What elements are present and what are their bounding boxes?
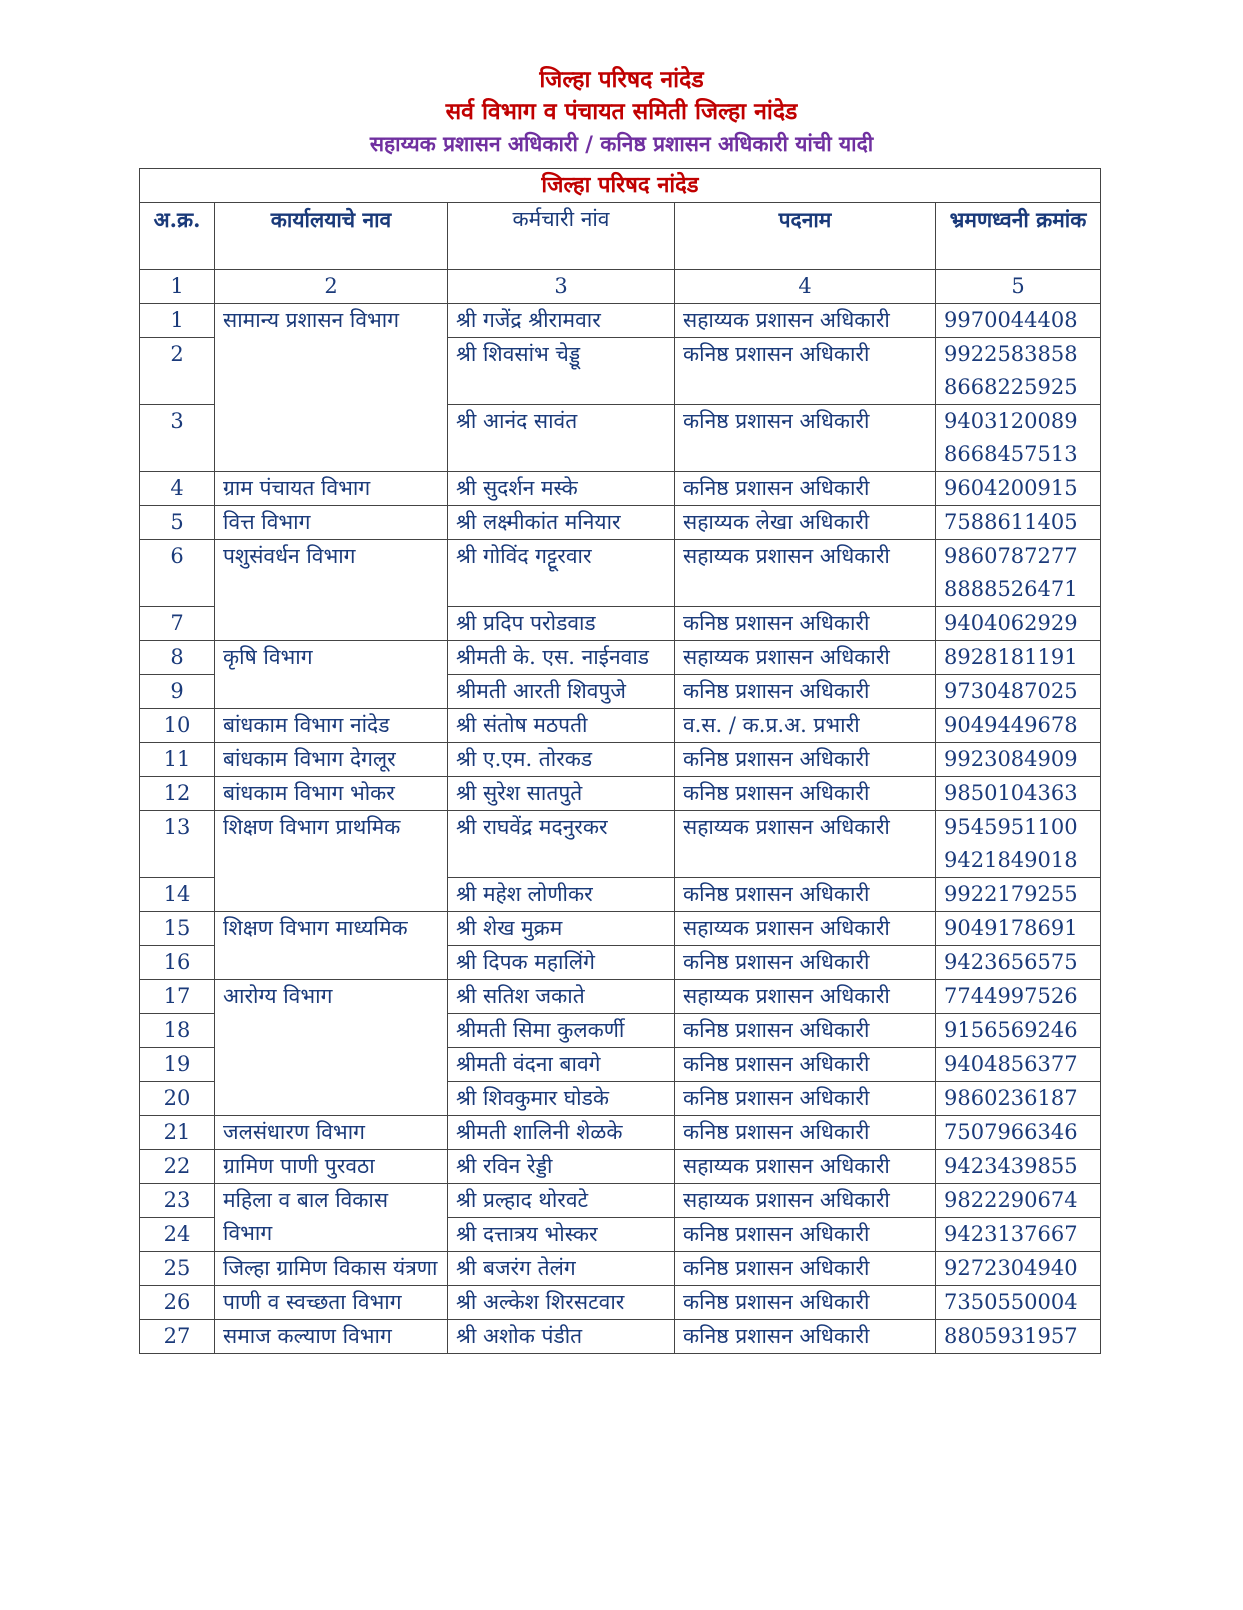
- phone-number: 9922583858: [944, 342, 1078, 366]
- serial-number: 5: [140, 506, 215, 540]
- designation: कनिष्ठ प्रशासन अधिकारी: [675, 1320, 936, 1354]
- office-name-line: महिला व बाल विकास: [223, 1188, 389, 1212]
- designation: सहाय्यक प्रशासन अधिकारी: [675, 1184, 936, 1218]
- table-row: [140, 743, 1101, 777]
- office-name: वित्त विभाग: [215, 506, 448, 540]
- title-departments: सर्व विभाग व पंचायत समिती जिल्हा नांदेड: [445, 98, 798, 125]
- phone-number: 7588611405: [944, 510, 1078, 534]
- table-row: [140, 912, 1101, 946]
- mobile-number: [936, 946, 1101, 980]
- designation: कनिष्ठ प्रशासन अधिकारी: [675, 1286, 936, 1320]
- serial-number: 17: [140, 980, 215, 1014]
- mobile-number: [936, 1116, 1101, 1150]
- table-row: [140, 777, 1101, 811]
- designation: कनिष्ठ प्रशासन अधिकारी: [675, 878, 936, 912]
- designation: सहाय्यक प्रशासन अधिकारी: [675, 811, 936, 878]
- serial-number: 24: [140, 1218, 215, 1252]
- designation: कनिष्ठ प्रशासन अधिकारी: [675, 1252, 936, 1286]
- mobile-number: [936, 1082, 1101, 1116]
- header-designation: पदनाम: [675, 203, 936, 270]
- mobile-number: [936, 878, 1101, 912]
- employee-name: श्री ए.एम. तोरकड: [448, 743, 675, 777]
- phone-number: 9049449678: [944, 713, 1078, 737]
- employee-name: श्री दत्तात्रय भोस्कर: [448, 1218, 675, 1252]
- phone-number: 9156569246: [944, 1018, 1078, 1042]
- office-name: जिल्हा ग्रामिण विकास यंत्रणा: [215, 1252, 448, 1286]
- phone-number: 9730487025: [944, 679, 1078, 703]
- designation: सहाय्यक प्रशासन अधिकारी: [675, 912, 936, 946]
- phone-number: 8805931957: [944, 1324, 1078, 1348]
- mobile-number: [936, 506, 1101, 540]
- mobile-number: [936, 338, 1101, 405]
- office-name: बांधकाम विभाग भोकर: [215, 777, 448, 811]
- employee-name: श्री दिपक महालिंगे: [448, 946, 675, 980]
- office-name: शिक्षण विभाग प्राथमिक: [215, 811, 448, 912]
- table-row: [140, 1252, 1101, 1286]
- office-name: शिक्षण विभाग माध्यमिक: [215, 912, 448, 980]
- phone-number: 9545951100: [944, 815, 1078, 839]
- office-name: पाणी व स्वच्छता विभाग: [215, 1286, 448, 1320]
- phone-number: 9049178691: [944, 916, 1078, 940]
- designation: कनिष्ठ प्रशासन अधिकारी: [675, 743, 936, 777]
- phone-number: 7507966346: [944, 1120, 1078, 1144]
- mobile-number: [936, 1252, 1101, 1286]
- header-office: कार्यालयाचे नाव: [215, 203, 448, 270]
- column-number: 2: [215, 270, 448, 304]
- serial-number: 9: [140, 675, 215, 709]
- employee-name: श्रीमती सिमा कुलकर्णी: [448, 1014, 675, 1048]
- mobile-number: [936, 405, 1101, 472]
- designation: सहाय्यक प्रशासन अधिकारी: [675, 980, 936, 1014]
- document-titles: [0, 64, 1243, 160]
- table-row: [140, 980, 1101, 1014]
- phone-number: 8668225925: [944, 375, 1078, 399]
- mobile-number: [936, 1184, 1101, 1218]
- table-row: [140, 304, 1101, 338]
- phone-number: 9604200915: [944, 476, 1078, 500]
- phone-number: 9970044408: [944, 308, 1078, 332]
- phone-number: 8668457513: [944, 442, 1078, 466]
- employee-name: श्री राघवेंद्र मदनुरकर: [448, 811, 675, 878]
- table-row: [140, 1184, 1101, 1218]
- column-number: 1: [140, 270, 215, 304]
- phone-number: 9423439855: [944, 1154, 1078, 1178]
- designation: कनिष्ठ प्रशासन अधिकारी: [675, 338, 936, 405]
- phone-number: 8928181191: [944, 645, 1078, 669]
- mobile-number: [936, 1320, 1101, 1354]
- mobile-number: [936, 1014, 1101, 1048]
- mobile-number: [936, 1150, 1101, 1184]
- office-name: ग्रामिण पाणी पुरवठा: [215, 1150, 448, 1184]
- designation: कनिष्ठ प्रशासन अधिकारी: [675, 777, 936, 811]
- serial-number: 14: [140, 878, 215, 912]
- serial-number: 27: [140, 1320, 215, 1354]
- mobile-number: [936, 912, 1101, 946]
- employee-name: श्रीमती आरती शिवपुजे: [448, 675, 675, 709]
- designation: कनिष्ठ प्रशासन अधिकारी: [675, 1082, 936, 1116]
- header-mobile: भ्रमणध्वनी क्रमांक: [936, 203, 1101, 270]
- mobile-number: [936, 1048, 1101, 1082]
- serial-number: 25: [140, 1252, 215, 1286]
- serial-number: 23: [140, 1184, 215, 1218]
- office-name: जलसंधारण विभाग: [215, 1116, 448, 1150]
- phone-number: 9922179255: [944, 882, 1078, 906]
- mobile-number: [936, 777, 1101, 811]
- designation: सहाय्यक प्रशासन अधिकारी: [675, 1150, 936, 1184]
- designation: कनिष्ठ प्रशासन अधिकारी: [675, 946, 936, 980]
- serial-number: 10: [140, 709, 215, 743]
- employee-name: श्री सतिश जकाते: [448, 980, 675, 1014]
- mobile-number: [936, 1218, 1101, 1252]
- office-name: कृषि विभाग: [215, 641, 448, 709]
- serial-number: 13: [140, 811, 215, 878]
- employee-name: श्री संतोष मठपती: [448, 709, 675, 743]
- table-row: [140, 506, 1101, 540]
- table-body: [140, 304, 1101, 1354]
- phone-number: 9850104363: [944, 781, 1078, 805]
- mobile-number: [936, 1286, 1101, 1320]
- serial-number: 2: [140, 338, 215, 405]
- phone-number: 9404856377: [944, 1052, 1078, 1076]
- header-row: [140, 203, 1101, 270]
- serial-number: 3: [140, 405, 215, 472]
- mobile-number: [936, 709, 1101, 743]
- phone-number: 9822290674: [944, 1188, 1078, 1212]
- designation: सहाय्यक प्रशासन अधिकारी: [675, 641, 936, 675]
- table-row: [140, 1150, 1101, 1184]
- employee-name: श्री अशोक पंडीत: [448, 1320, 675, 1354]
- office-name: पशुसंवर्धन विभाग: [215, 540, 448, 641]
- designation: सहाय्यक प्रशासन अधिकारी: [675, 540, 936, 607]
- office-name: [215, 1184, 448, 1252]
- mobile-number: [936, 980, 1101, 1014]
- designation: कनिष्ठ प्रशासन अधिकारी: [675, 405, 936, 472]
- table-row: [140, 1286, 1101, 1320]
- employee-name: श्री प्रदिप परोडवाड: [448, 607, 675, 641]
- serial-number: 11: [140, 743, 215, 777]
- designation: सहाय्यक लेखा अधिकारी: [675, 506, 936, 540]
- column-number: 4: [675, 270, 936, 304]
- header-serial: अ.क्र.: [140, 203, 215, 270]
- mobile-number: [936, 607, 1101, 641]
- phone-number: 7350550004: [944, 1290, 1078, 1314]
- phone-number: 9860787277: [944, 544, 1078, 568]
- employee-name: श्रीमती वंदना बावगे: [448, 1048, 675, 1082]
- employee-name: श्री बजरंग तेलंग: [448, 1252, 675, 1286]
- phone-number: 9421849018: [944, 848, 1078, 872]
- serial-number: 20: [140, 1082, 215, 1116]
- designation: कनिष्ठ प्रशासन अधिकारी: [675, 607, 936, 641]
- serial-number: 7: [140, 607, 215, 641]
- title-list-heading: सहाय्यक प्रशासन अधिकारी / कनिष्ठ प्रशासन अधिकारी यांची यादी: [369, 131, 874, 156]
- officers-table: [139, 168, 1101, 1354]
- table-row: [140, 1320, 1101, 1354]
- employee-name: श्री सुदर्शन मस्के: [448, 472, 675, 506]
- employee-name: श्री प्रल्हाद थोरवटे: [448, 1184, 675, 1218]
- column-number: 5: [936, 270, 1101, 304]
- designation: कनिष्ठ प्रशासन अधिकारी: [675, 1014, 936, 1048]
- serial-number: 4: [140, 472, 215, 506]
- designation: कनिष्ठ प्रशासन अधिकारी: [675, 1218, 936, 1252]
- mobile-number: [936, 675, 1101, 709]
- employee-name: श्री गजेंद्र श्रीरामवार: [448, 304, 675, 338]
- serial-number: 18: [140, 1014, 215, 1048]
- employee-name: श्री अल्केश शिरसटवार: [448, 1286, 675, 1320]
- employee-name: श्री सुरेश सातपुते: [448, 777, 675, 811]
- table-banner: जिल्हा परिषद नांदेड: [140, 169, 1101, 203]
- serial-number: 21: [140, 1116, 215, 1150]
- serial-number: 12: [140, 777, 215, 811]
- office-name-line: विभाग: [223, 1221, 273, 1245]
- office-name: समाज कल्याण विभाग: [215, 1320, 448, 1354]
- serial-number: 8: [140, 641, 215, 675]
- phone-number: 9860236187: [944, 1086, 1078, 1110]
- mobile-number: [936, 472, 1101, 506]
- office-name: आरोग्य विभाग: [215, 980, 448, 1116]
- employee-name: श्री शेख मुक्रम: [448, 912, 675, 946]
- phone-number: 9423137667: [944, 1222, 1078, 1246]
- office-name: बांधकाम विभाग नांदेड: [215, 709, 448, 743]
- table-row: [140, 709, 1101, 743]
- header-employee: कर्मचारी नांव: [448, 203, 675, 270]
- serial-number: 19: [140, 1048, 215, 1082]
- designation: कनिष्ठ प्रशासन अधिकारी: [675, 675, 936, 709]
- phone-number: 8888526471: [944, 577, 1078, 601]
- employee-name: श्रीमती के. एस. नाईनवाड: [448, 641, 675, 675]
- office-name: बांधकाम विभाग देगलूर: [215, 743, 448, 777]
- employee-name: श्री रविन रेड्डी: [448, 1150, 675, 1184]
- phone-number: 7744997526: [944, 984, 1078, 1008]
- mobile-number: [936, 540, 1101, 607]
- phone-number: 9923084909: [944, 747, 1078, 771]
- title-district-council: जिल्हा परिषद नांदेड: [539, 66, 704, 93]
- table-row: [140, 472, 1101, 506]
- employee-name: श्री शिवसांभ चेड्डू: [448, 338, 675, 405]
- designation: कनिष्ठ प्रशासन अधिकारी: [675, 1116, 936, 1150]
- serial-number: 6: [140, 540, 215, 607]
- employee-name: श्रीमती शालिनी शेळके: [448, 1116, 675, 1150]
- table-row: [140, 540, 1101, 607]
- employee-name: श्री लक्ष्मीकांत मनियार: [448, 506, 675, 540]
- mobile-number: [936, 811, 1101, 878]
- designation: कनिष्ठ प्रशासन अधिकारी: [675, 472, 936, 506]
- table-row: [140, 641, 1101, 675]
- serial-number: 15: [140, 912, 215, 946]
- designation: सहाय्यक प्रशासन अधिकारी: [675, 304, 936, 338]
- serial-number: 22: [140, 1150, 215, 1184]
- mobile-number: [936, 641, 1101, 675]
- table-row: [140, 1116, 1101, 1150]
- mobile-number: [936, 743, 1101, 777]
- office-name: सामान्य प्रशासन विभाग: [215, 304, 448, 472]
- column-number: 3: [448, 270, 675, 304]
- employee-name: श्री शिवकुमार घोडके: [448, 1082, 675, 1116]
- phone-number: 9423656575: [944, 950, 1078, 974]
- table-row: [140, 811, 1101, 878]
- designation: कनिष्ठ प्रशासन अधिकारी: [675, 1048, 936, 1082]
- phone-number: 9272304940: [944, 1256, 1078, 1280]
- table-banner-row: [140, 169, 1101, 203]
- serial-number: 1: [140, 304, 215, 338]
- serial-number: 16: [140, 946, 215, 980]
- employee-name: श्री गोविंद गट्टूरवार: [448, 540, 675, 607]
- column-number-row: [140, 270, 1101, 304]
- designation: व.स. / क.प्र.अ. प्रभारी: [675, 709, 936, 743]
- employee-name: श्री महेश लोणीकर: [448, 878, 675, 912]
- phone-number: 9404062929: [944, 611, 1078, 635]
- employee-name: श्री आनंद सावंत: [448, 405, 675, 472]
- mobile-number: [936, 304, 1101, 338]
- serial-number: 26: [140, 1286, 215, 1320]
- office-name: ग्राम पंचायत विभाग: [215, 472, 448, 506]
- phone-number: 9403120089: [944, 409, 1078, 433]
